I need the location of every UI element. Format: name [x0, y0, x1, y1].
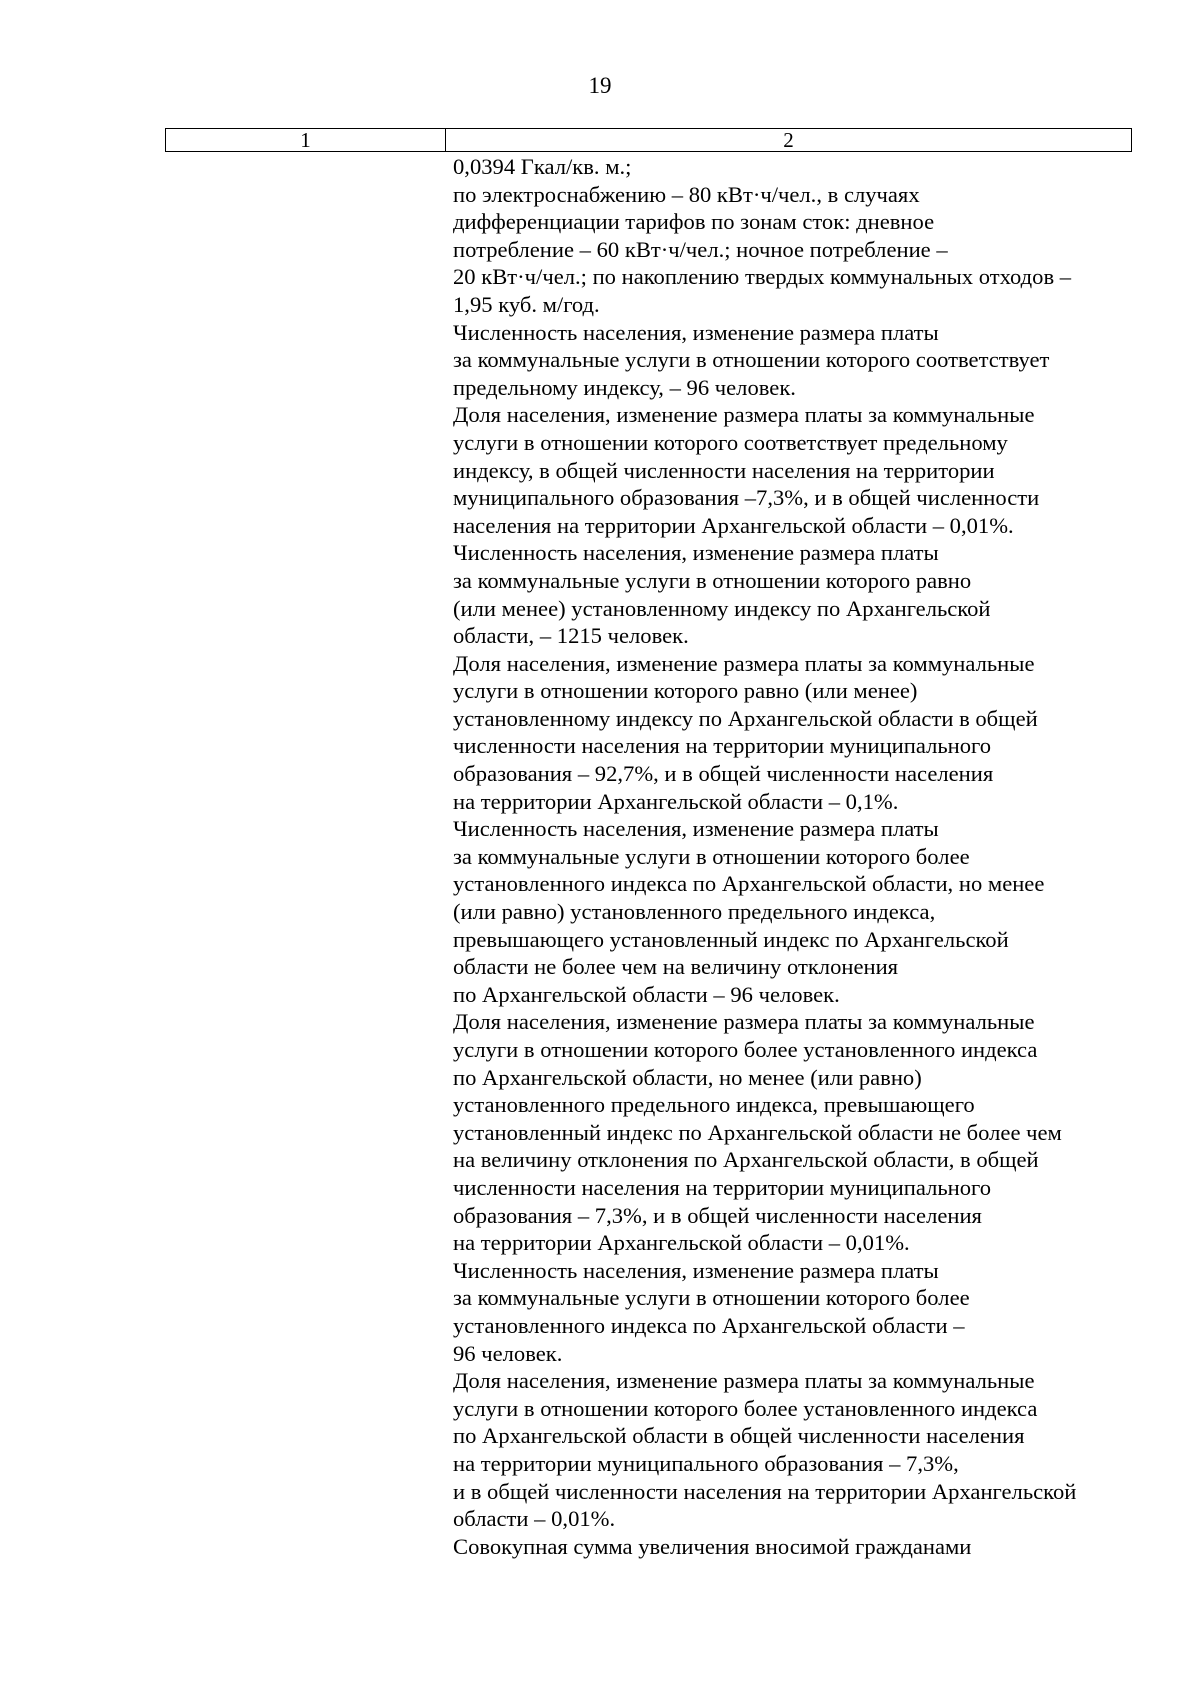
table-cell-col-2-text — [453, 153, 1133, 1560]
table-header-col-1: 1 — [166, 129, 446, 151]
text-line: за коммунальные услуги в отношении которого более — [453, 843, 970, 869]
text-line: 20 кВт·ч/чел.; по накоплению твердых коммунальных отходов – — [453, 264, 1072, 290]
text-line: услуги в отношении которого соответствует предельному — [453, 429, 1008, 455]
text-line: услуги в отношении которого равно (или менее) — [453, 678, 918, 704]
text-line: установленного индекса по Архангельской области, но менее — [453, 871, 1045, 897]
text-line: Доля населения, изменение размера платы за коммунальные — [453, 650, 1035, 676]
text-line: численности населения на территории муниципального — [453, 1174, 992, 1200]
text-line: по Архангельской области, но менее (или равно) — [453, 1064, 922, 1090]
text-line: установленный индекс по Архангельской области не более чем — [453, 1119, 1062, 1145]
text-line: образования – 92,7%, и в общей численности населения — [453, 761, 994, 787]
text-line: муниципального образования –7,3%, и в общей численности — [453, 485, 1040, 511]
text-line: численности населения на территории муниципального — [453, 733, 992, 759]
text-line: (или равно) установленного предельного индекса, — [453, 899, 936, 925]
text-line: дифференциации тарифов по зонам сток: дневное — [453, 209, 935, 235]
text-line: Совокупная сумма увеличения вносимой гражданами — [453, 1533, 972, 1559]
text-line: по Архангельской области – 96 человек. — [453, 981, 840, 1007]
text-line: Численность населения, изменение размера платы — [453, 540, 939, 566]
text-line: Численность населения, изменение размера платы — [453, 319, 939, 345]
table-left-column-border — [165, 151, 445, 152]
text-line: предельному индексу, – 96 человек. — [453, 374, 796, 400]
text-line: области – 0,01%. — [453, 1506, 616, 1532]
text-line: потребление – 60 кВт·ч/чел.; ночное потребление – — [453, 236, 948, 262]
text-line: 1,95 куб. м/год. — [453, 291, 600, 317]
text-line: индексу, в общей численности населения на территории — [453, 457, 995, 483]
text-line: услуги в отношении которого более установленного индекса — [453, 1395, 1038, 1421]
text-line: области, – 1215 человек. — [453, 623, 689, 649]
table-header-col-2: 2 — [783, 128, 794, 152]
text-line: населения на территории Архангельской области – 0,01%. — [453, 512, 1014, 538]
text-line: установленного индекса по Архангельской области – — [453, 1312, 965, 1338]
text-line: услуги в отношении которого более установленного индекса — [453, 1037, 1038, 1062]
text-line: образования – 7,3%, и в общей численности населения — [453, 1202, 982, 1228]
text-line: области не более чем на величину отклонения — [453, 954, 899, 980]
text-line: по Архангельской области в общей численности населения — [453, 1423, 1025, 1449]
text-line: на территории Архангельской области – 0,1%. — [453, 788, 899, 814]
text-line: на величину отклонения по Архангельской области, в общей — [453, 1147, 1039, 1173]
text-line: 0,0394 Гкал/кв. м.; — [453, 154, 632, 179]
text-line: Численность населения, изменение размера платы — [453, 816, 939, 842]
text-line: Доля населения, изменение размера платы за коммунальные — [453, 1368, 1035, 1394]
text-line: Доля населения, изменение размера платы за коммунальные — [453, 1009, 1035, 1035]
text-line: установленному индексу по Архангельской области в общей — [453, 705, 1038, 731]
text-line: и в общей численности населения на территории Архангельской — [453, 1478, 1077, 1504]
text-line: 96 человек. — [453, 1340, 563, 1366]
text-line: на территории Архангельской области – 0,01%. — [453, 1230, 910, 1256]
page-number: 19 — [588, 73, 612, 98]
text-line: (или менее) установленному индексу по Архангельской — [453, 595, 991, 621]
text-line: за коммунальные услуги в отношении которого соответствует — [453, 347, 1050, 373]
text-line: по электроснабжению – 80 кВт·ч/чел., в случаях — [453, 181, 920, 207]
text-line: Доля населения, изменение размера платы за коммунальные — [453, 402, 1035, 428]
table-header-row — [165, 128, 1132, 152]
text-line: Численность населения, изменение размера платы — [453, 1257, 939, 1283]
text-line: на территории муниципального образования – 7,3%, — [453, 1450, 959, 1476]
text-line: установленного предельного индекса, превышающего — [453, 1092, 975, 1118]
text-line: за коммунальные услуги в отношении которого более — [453, 1285, 970, 1311]
text-line: за коммунальные услуги в отношении которого равно — [453, 567, 972, 593]
text-line: превышающего установленный индекс по Архангельской — [453, 926, 1009, 952]
